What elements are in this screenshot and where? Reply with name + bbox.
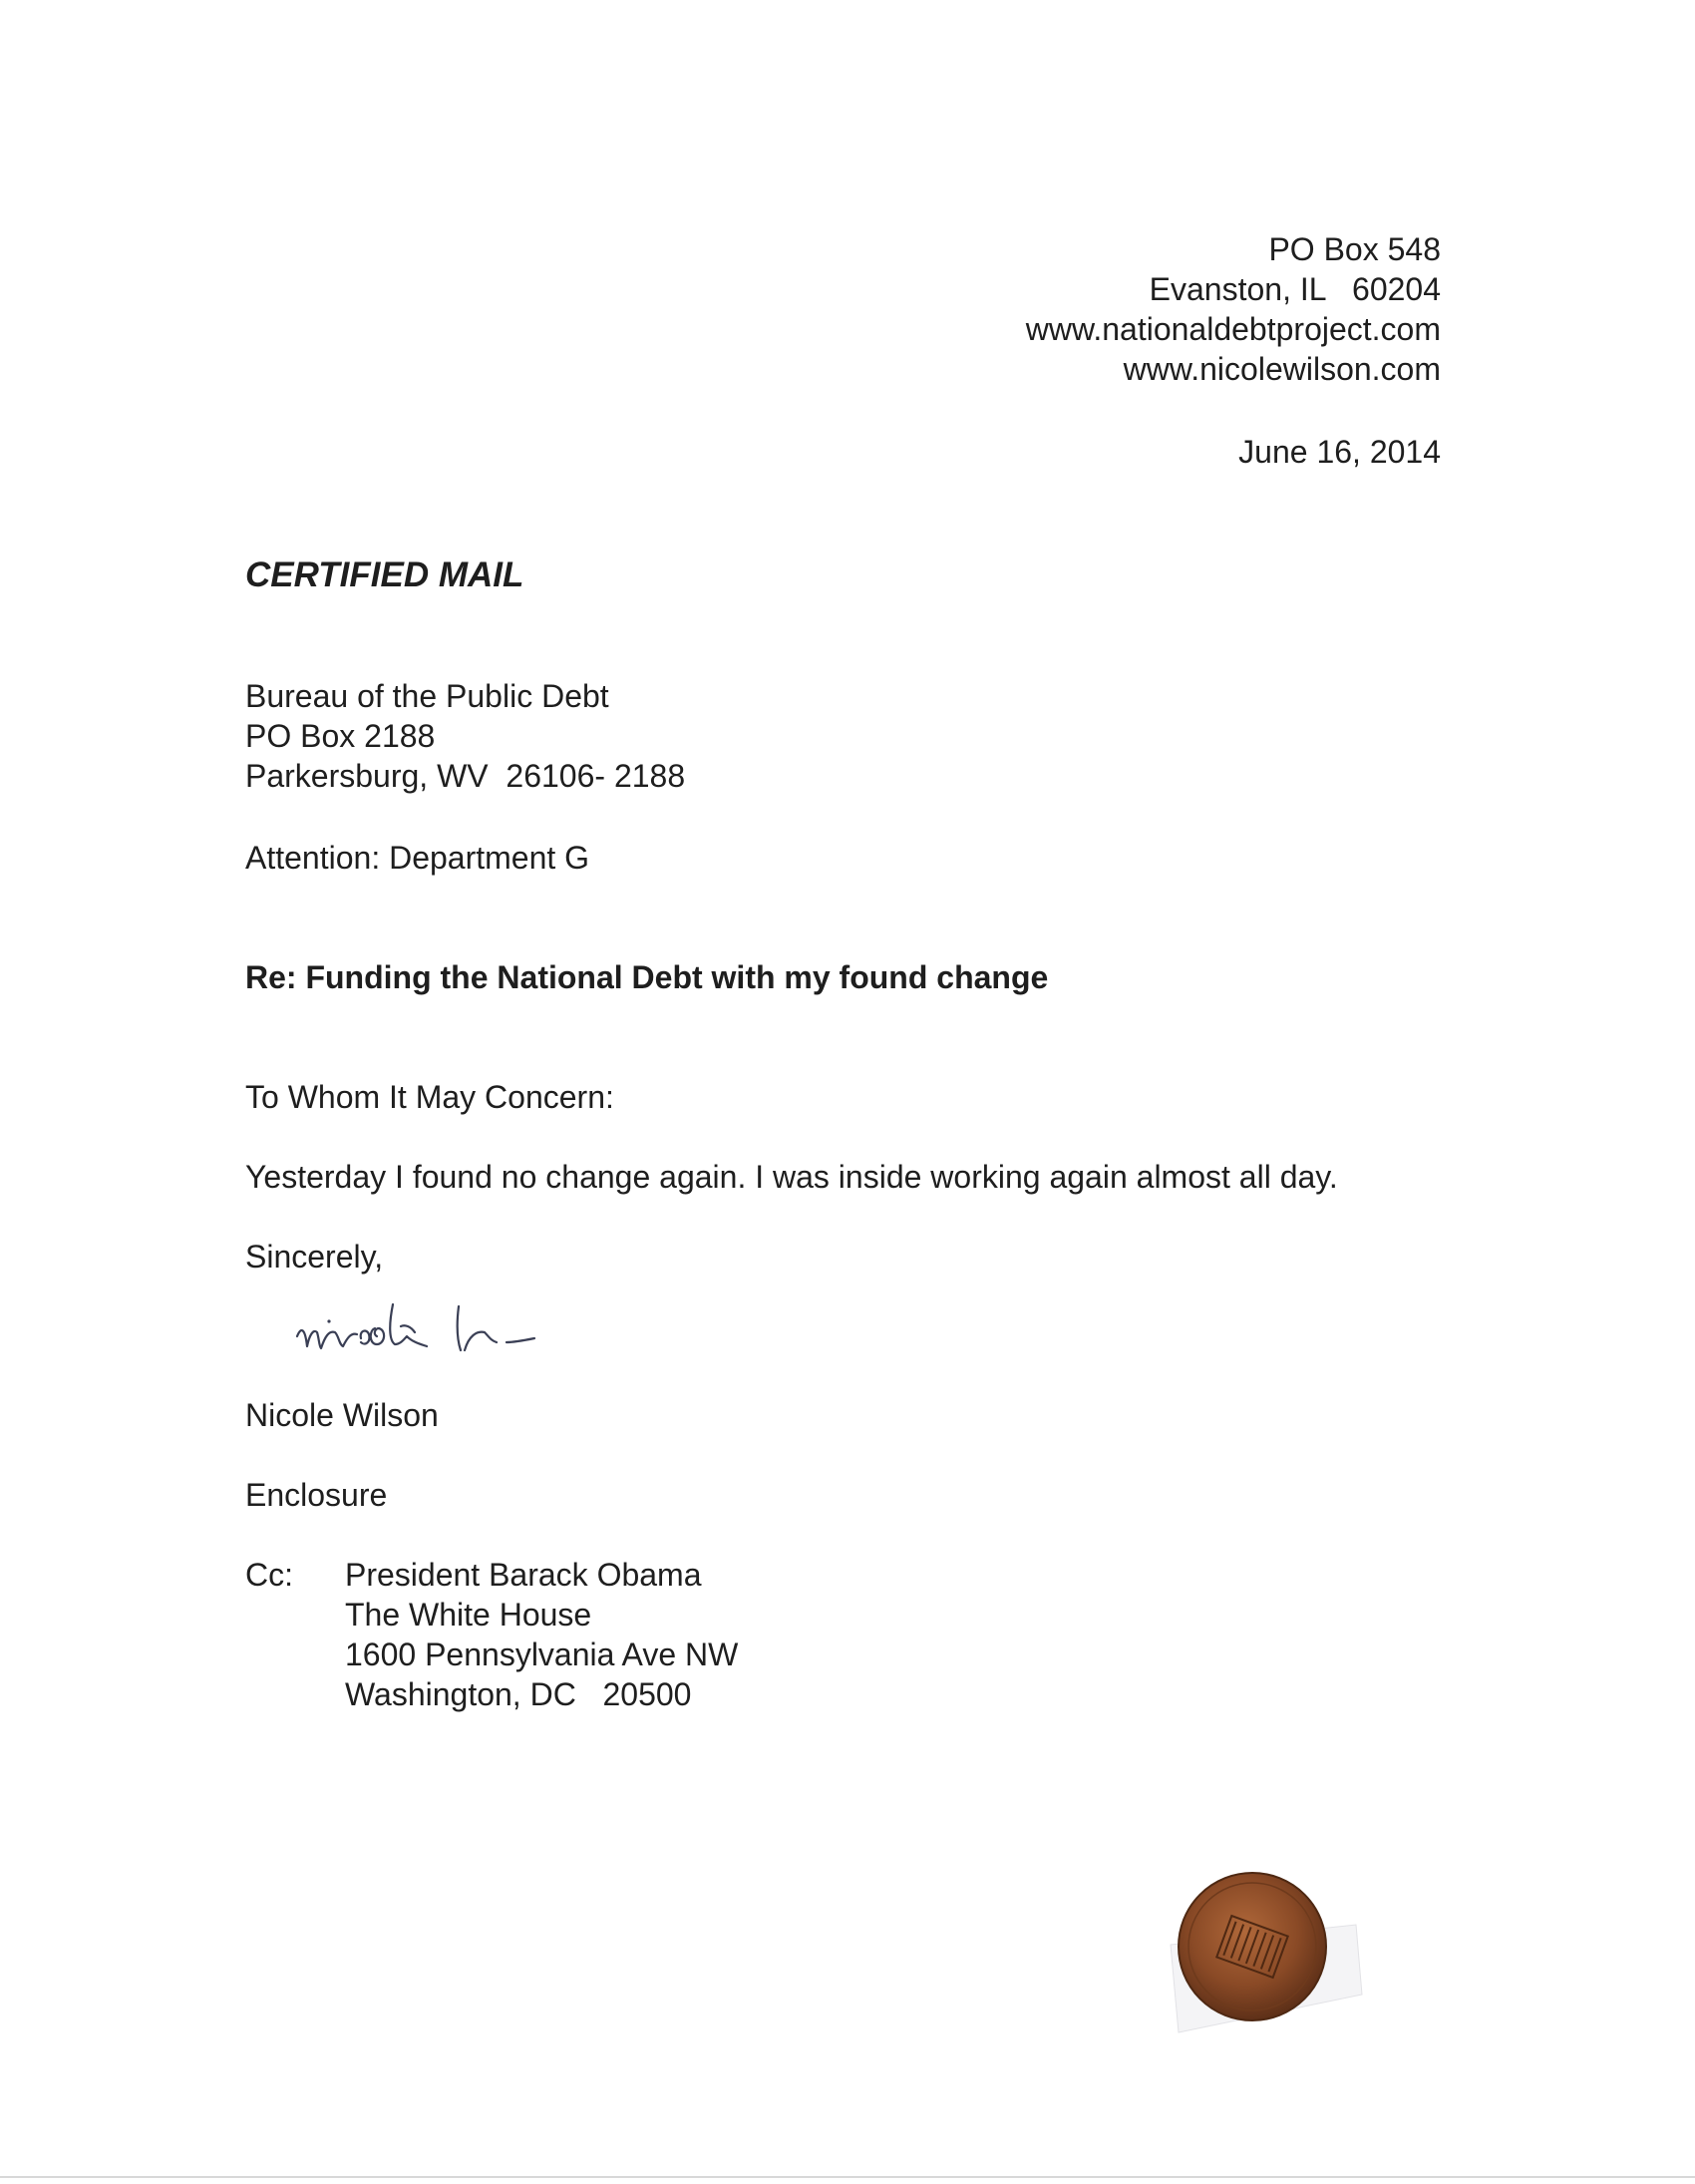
letter-body: Yesterday I found no change again. I was inside working again almost all day. <box>245 1159 1338 1195</box>
sender-line: www.nationaldebtproject.com <box>1025 311 1441 347</box>
cc-line: President Barack Obama <box>345 1557 702 1593</box>
closing: Sincerely, <box>245 1239 384 1274</box>
recipient-address <box>245 676 685 796</box>
sender-address <box>743 229 1441 389</box>
page-bottom-edge <box>0 2176 1695 2178</box>
enclosure-note: Enclosure <box>245 1477 388 1513</box>
handwritten-signature <box>289 1267 648 1376</box>
cc-line: Washington, DC 20500 <box>345 1676 692 1712</box>
subject-line: Re: Funding the National Debt with my found change <box>245 959 1049 995</box>
letter-date: June 16, 2014 <box>1238 434 1441 470</box>
cc-label: Cc: <box>245 1557 293 1593</box>
penny-coin-image <box>1167 1865 1366 2034</box>
sender-line: PO Box 548 <box>1268 231 1441 267</box>
cc-line: The White House <box>345 1597 592 1633</box>
recipient-line: PO Box 2188 <box>245 718 436 754</box>
salutation: To Whom It May Concern: <box>245 1079 614 1115</box>
attention-line: Attention: Department G <box>245 840 590 876</box>
cc-line: 1600 Pennsylvania Ave NW <box>345 1637 739 1672</box>
sender-line: Evanston, IL 60204 <box>1149 271 1441 307</box>
sender-line: www.nicolewilson.com <box>1123 351 1441 387</box>
recipient-line: Bureau of the Public Debt <box>245 678 609 714</box>
cc-address <box>345 1555 738 1714</box>
certified-mail-heading: CERTIFIED MAIL <box>245 555 524 594</box>
recipient-line: Parkersburg, WV 26106- 2188 <box>245 758 686 794</box>
signer-name: Nicole Wilson <box>245 1397 439 1433</box>
